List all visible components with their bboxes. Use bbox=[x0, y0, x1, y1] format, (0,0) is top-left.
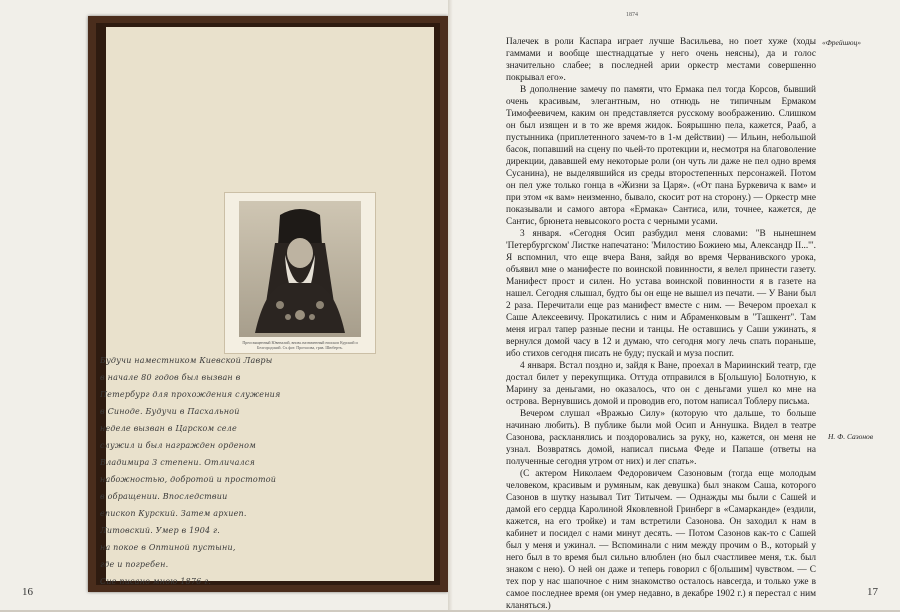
main-text bbox=[506, 36, 816, 612]
handwritten-note bbox=[100, 352, 315, 590]
portrait-caption: Преосвященный Ювеналий, вновь назначенный епископ Курский и Белгородский. Съ фот. Протасова, грав. Шюбертъ. bbox=[242, 340, 358, 350]
handwriting-line: Сие писано мною 1876 г. bbox=[100, 577, 212, 586]
handwriting-line: на покое в Оптиной пустыни, bbox=[100, 543, 236, 552]
handwriting-line: Петербург для прохождения служения bbox=[100, 390, 281, 399]
handwriting-line: епископ Курский. Затем архиеп. bbox=[100, 509, 247, 518]
running-head: 1874 bbox=[626, 12, 638, 18]
handwriting-line: Литовский. Умер в 1904 г. bbox=[100, 526, 221, 535]
paragraph: Вечером слушал «Вражью Силу» (которую что дальше, то больше начинаю любить). В публике были мой Осип и Аннушка. Видел в театре Сазонова, раскланялись и поздоровались за руку, но, кажется, он меня не узнал. Возвратясь домой, написал письма Феде и Папаше (ответы на полученные сегодня утром от них) и лег спать». bbox=[506, 409, 816, 467]
paragraph: Палечек в роли Каспара играет лучше Васильева, но поет хуже (ходы гаммами и вообще шестнадцатые у него очень неясны), да и голос значительно слабее; в последней арии оркестр местами совершенно покрывал его». bbox=[506, 37, 816, 83]
paragraph: (С актером Николаем Федоровичем Сазоновым (тогда еще молодым человеком, красивым и румяным, как девушка) был знаком Саша, которого Сазонов в шутку называл Тит Титычем. — Однажды мы были с Сашей и дамой его сердца Каролиной Яковлевной Гринберг в «Самарканде» (ездили, кажется, на его тройке) и там встретили Сазонова. Он заходил к нам в кабинет и посидел с нами минут десять. — Потом Сазонов как-то с Сашей был у меня и ужинал. — Вспоминали с ним между прочим о В., который у него был в то время был сильно влюблен (но был счастливее меня, т.к. был знаком с нею). О ней он даже и теперь говорил с б[ольшим] чувством. — С тех пор у нас шапочное с ним знакомство осталось навсегда, и только уже в самое последнее время (он умер недавно, в декабре 1902 г.) я перестал с ним кланяться.) bbox=[506, 469, 816, 611]
handwriting-line: набожностью, добротой и простотой bbox=[100, 475, 277, 484]
handwriting-line: неделе вызван в Царском селе bbox=[100, 424, 237, 433]
page-number-right: 17 bbox=[867, 586, 878, 598]
paragraph: В дополнение замечу по памяти, что Ермака пел тогда Корсов, бывший очень красивым, элегантным, но отнюдь не типичным Ермаком Тимофеевичем, каким он представляется русскому воображению. Слишком он был изящен и в то же время жидок. Боярышню пела, кажется, Рааб, а пустынника (приплетенного зачем-то в 1-м действии) — Ильин, небольшой басок, попавший на сцену по чьей-то протекции и, несмотря на благоволение дирекции, дававшей ему некоторые роли (он чуть ли даже не пел одно время Сусанина), не выделявшийся из среды второстепенных персонажей. Потом он пел уже только гонца в «Жизни за Царя». («От пана Буркевича к вам» и при этом «к вам» неизменно, бывало, скосит рот на сторону.) — Оркестр мне показывали и самого автора «Ермака» Сантиса, или, точнее, кажется, де Сантис, брюнета невысокого роста с черными усами. bbox=[506, 85, 816, 227]
handwriting-line: где и погребен. bbox=[100, 560, 169, 569]
handwriting-line: в начале 80 годов был вызван в bbox=[100, 373, 241, 382]
paragraph: 3 января. «Сегодня Осип разбудил меня словами: "В нынешнем 'Петербургском' Листке напечатано: 'Милостию Божиею мы, Александр II...'". Я вспомнил, что еще вчера Ваня, зайдя во время Черванивского урока, объявил мне о манифесте по воинской повинности, я велел принести газету. Манифест прост и силен. Но устава воинской повинности я в газете на нашел. Сегодня слышал, будто бы он еще не вышел из печати. — У Вани был 2 раза. Перечитали еще раз манифест вместе с ним. — Вечером проехал к Саше Алексеевичу. Прокатились с ним и Абраменковым в "Ташкент". Там меня играл тапер разные песни и танцы. Не оставшись у Саши ужинать, я вернулся домой часу в 12 и думаю, что сегодня могу лечь спать пораньше, ибо стихов сегодня писать не буду; пускай и муза поспит. bbox=[506, 229, 816, 359]
page-number-left: 16 bbox=[22, 586, 33, 598]
handwriting-line: Владимира 3 степени. Отличался bbox=[100, 458, 256, 467]
book-gutter bbox=[448, 0, 456, 610]
right-page bbox=[456, 0, 900, 610]
handwriting-line: в Синоде. Будучи в Пасхальной bbox=[100, 407, 240, 416]
margin-note-sazonov: Н. Ф. Сазонов bbox=[828, 432, 874, 441]
left-page bbox=[0, 0, 450, 610]
handwriting-line: служил и был награжден орденом bbox=[100, 441, 256, 450]
margin-note-freischutz: «Фрейшюц» bbox=[822, 38, 862, 47]
handwriting-line: в обращении. Впоследствии bbox=[100, 492, 228, 501]
paragraph: 4 января. Встал поздно и, зайдя к Ване, проехал в Мариинский театр, где достал билет у перекупщика. Оттуда отправился в Б[ольшую] Болотную, к Марину за деньгами, но оказалось, что он с деньгами ушел ко мне на острова. Вернувшись домой и проводив его, потом написал Тоблеру письма. bbox=[506, 361, 816, 407]
portrait-engraving bbox=[224, 192, 376, 354]
handwriting-line: Будучи наместником Киевской Лавры bbox=[100, 356, 273, 365]
bishop-portrait-image bbox=[225, 193, 375, 353]
